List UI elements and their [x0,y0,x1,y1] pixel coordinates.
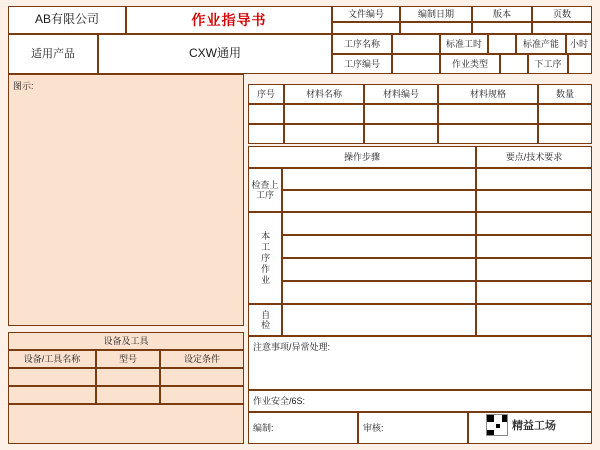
step-keypoint-cell[interactable] [476,304,592,336]
step-group-label-check: 检查上工序 [248,168,282,212]
equipment-cell[interactable] [8,368,96,386]
standard-time-label: 标准工时 [440,34,488,54]
step-operation-cell[interactable] [282,190,476,212]
material-cell[interactable] [538,124,592,144]
material-header-2: 材料编号 [364,84,438,104]
prepared-by-field[interactable]: 编制: [248,412,358,444]
watermark-text: 精益工场 [512,420,556,432]
equipment-header-0: 设备/工具名称 [8,350,96,368]
product-value[interactable]: CXW通用 [98,34,332,74]
step-operation-cell[interactable] [282,258,476,281]
company-name-cell: AB有限公司 [8,6,126,34]
document-title: 作业指导书 [126,6,332,34]
next-process-value[interactable] [568,54,592,74]
equipment-title: 设备及工具 [8,332,244,350]
step-group-label-main: 本工序作业 [248,212,282,304]
step-operation-cell[interactable] [282,304,476,336]
safety-area[interactable]: 作业安全/6S: [248,390,592,412]
equipment-spare-area[interactable] [8,404,244,444]
process-name-value[interactable] [392,34,440,54]
material-header-3: 材料规格 [438,84,538,104]
material-cell[interactable] [284,124,364,144]
step-keypoint-cell[interactable] [476,281,592,304]
equipment-cell[interactable] [8,386,96,404]
steps-header-right: 要点/技术要求 [476,146,592,168]
header-label-date: 编制日期 [400,6,472,22]
step-keypoint-cell[interactable] [476,235,592,258]
step-keypoint-cell[interactable] [476,190,592,212]
next-process-label: 下工序 [528,54,568,74]
work-type-label: 作业类型 [440,54,500,74]
material-cell[interactable] [364,124,438,144]
material-cell[interactable] [248,124,284,144]
material-cell[interactable] [538,104,592,124]
header-value-version[interactable] [472,22,532,34]
illustration-area[interactable]: 图示: [8,74,244,326]
step-keypoint-cell[interactable] [476,212,592,235]
notes-area[interactable]: 注意事项/异常处理: [248,336,592,390]
equipment-cell[interactable] [160,368,244,386]
header-label-version: 版本 [472,6,532,22]
standard-capacity-unit: 小时 [566,34,592,54]
step-operation-cell[interactable] [282,212,476,235]
process-no-label: 工序编号 [332,54,392,74]
header-label-pages: 页数 [532,6,592,22]
header-value-pages[interactable] [532,22,592,34]
step-keypoint-cell[interactable] [476,168,592,190]
step-operation-cell[interactable] [282,168,476,190]
material-cell[interactable] [438,124,538,144]
header-value-file-no[interactable] [332,22,400,34]
steps-header-left: 操作步骤 [248,146,476,168]
header-value-date[interactable] [400,22,472,34]
equipment-cell[interactable] [160,386,244,404]
work-type-value[interactable] [500,54,528,74]
process-name-label: 工序名称 [332,34,392,54]
standard-capacity-label: 标准产能 [516,34,566,54]
step-keypoint-cell[interactable] [476,258,592,281]
material-cell[interactable] [364,104,438,124]
material-header-4: 数量 [538,84,592,104]
material-header-1: 材料名称 [284,84,364,104]
equipment-header-2: 设定条件 [160,350,244,368]
process-no-value[interactable] [392,54,440,74]
product-label: 适用产品 [8,34,98,74]
standard-time-value[interactable] [488,34,516,54]
equipment-cell[interactable] [96,368,160,386]
step-operation-cell[interactable] [282,281,476,304]
step-operation-cell[interactable] [282,235,476,258]
qr-code-icon [486,414,508,436]
equipment-header-1: 型号 [96,350,160,368]
material-cell[interactable] [438,104,538,124]
equipment-cell[interactable] [96,386,160,404]
step-group-label-selfcheck: 自检 [248,304,282,336]
reviewed-by-field[interactable]: 审核: [358,412,468,444]
work-instruction-sheet [8,6,592,444]
watermark-logo [486,414,556,436]
material-cell[interactable] [284,104,364,124]
header-label-file-no: 文件编号 [332,6,400,22]
material-header-0: 序号 [248,84,284,104]
material-cell[interactable] [248,104,284,124]
